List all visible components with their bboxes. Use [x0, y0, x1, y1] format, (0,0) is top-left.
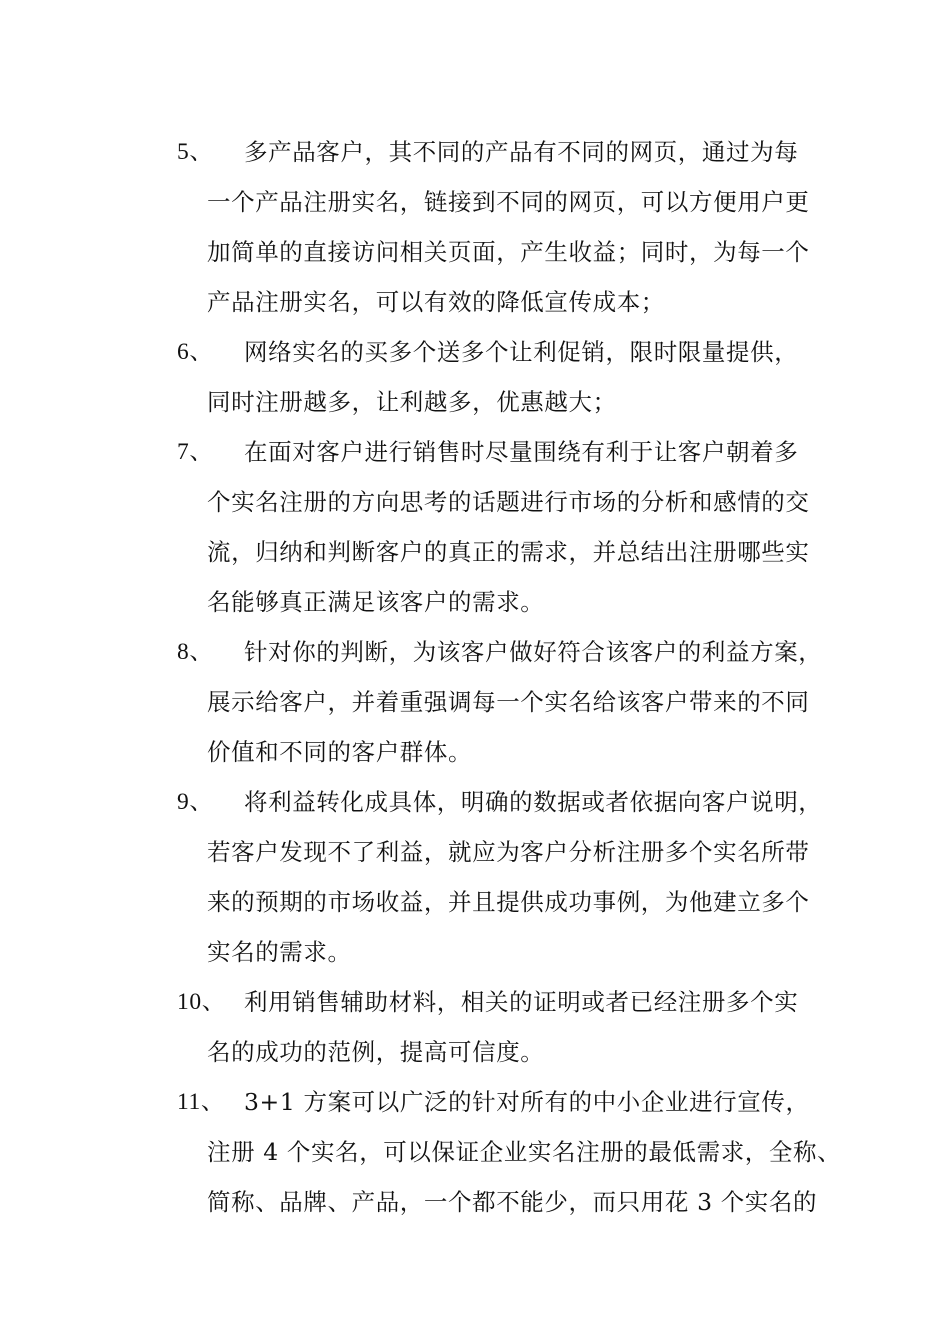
- item-text-line: 名的成功的范例，提高可信度。: [207, 1038, 545, 1066]
- item-first-line: [177, 777, 837, 827]
- item-text-line: 加简单的直接访问相关页面，产生收益；同时，为每一个: [207, 238, 810, 266]
- item-text-line: 3+1 方案可以广泛的针对所有的中小企业进行宣传，: [244, 1088, 810, 1116]
- list-item-11: [177, 1077, 842, 1227]
- item-text-line: 将利益转化成具体，明确的数据或者依据向客户说明，: [244, 788, 823, 816]
- item-text-line: 个实名注册的方向思考的话题进行市场的分析和感情的交: [207, 488, 810, 516]
- item-text-line: 若客户发现不了利益，就应为客户分析注册多个实名所带: [207, 838, 810, 866]
- item-first-line: [177, 127, 837, 177]
- item-text-line: 网络实名的买多个送多个让利促销，限时限量提供，: [244, 338, 799, 366]
- item-text-line: 产品注册实名，可以有效的降低宣传成本；: [207, 288, 665, 316]
- item-text-line: 实名的需求。: [207, 938, 352, 966]
- item-first-line: [177, 327, 837, 377]
- item-number: 5、: [177, 139, 214, 165]
- list-item-10: [177, 977, 837, 1077]
- item-first-line: [177, 627, 837, 677]
- item-text-line: 注册 4 个实名，可以保证企业实名注册的最低需求，全称、: [207, 1138, 842, 1166]
- item-text-line: 来的预期的市场收益，并且提供成功事例，为他建立多个: [207, 888, 810, 916]
- item-first-line: [177, 427, 837, 477]
- numbered-list: [177, 127, 842, 1227]
- item-number: 6、: [177, 339, 214, 365]
- item-text-line: 名能够真正满足该客户的需求。: [207, 588, 545, 616]
- item-number: 9、: [177, 789, 214, 815]
- list-item-8: [177, 627, 837, 777]
- item-text-line: 简称、品牌、产品，一个都不能少，而只用花 3 个实名的: [207, 1188, 818, 1216]
- item-text-line: 同时注册越多，让利越多，优惠越大；: [207, 388, 617, 416]
- list-item-9: [177, 777, 837, 977]
- item-number: 11、: [177, 1089, 225, 1115]
- item-number: 8、: [177, 639, 214, 665]
- item-text-line: 流，归纳和判断客户的真正的需求，并总结出注册哪些实: [207, 538, 810, 566]
- item-text-line: 针对你的判断，为该客户做好符合该客户的利益方案，: [244, 638, 823, 666]
- item-text-line: 展示给客户，并着重强调每一个实名给该客户带来的不同: [207, 688, 810, 716]
- item-first-line: [177, 977, 837, 1027]
- item-first-line: [177, 1077, 837, 1127]
- item-text-line: 价值和不同的客户群体。: [207, 738, 473, 766]
- list-item-7: [177, 427, 837, 627]
- list-item-5: [177, 127, 837, 327]
- item-text-line: 多产品客户，其不同的产品有不同的网页，通过为每: [244, 138, 799, 166]
- item-number: 7、: [177, 439, 214, 465]
- item-text-line: 一个产品注册实名，链接到不同的网页，可以方便用户更: [207, 188, 810, 216]
- item-text-line: 在面对客户进行销售时尽量围绕有利于让客户朝着多: [244, 438, 799, 466]
- item-number: 10、: [177, 989, 226, 1015]
- item-text-line: 利用销售辅助材料，相关的证明或者已经注册多个实: [244, 988, 799, 1016]
- list-item-6: [177, 327, 837, 427]
